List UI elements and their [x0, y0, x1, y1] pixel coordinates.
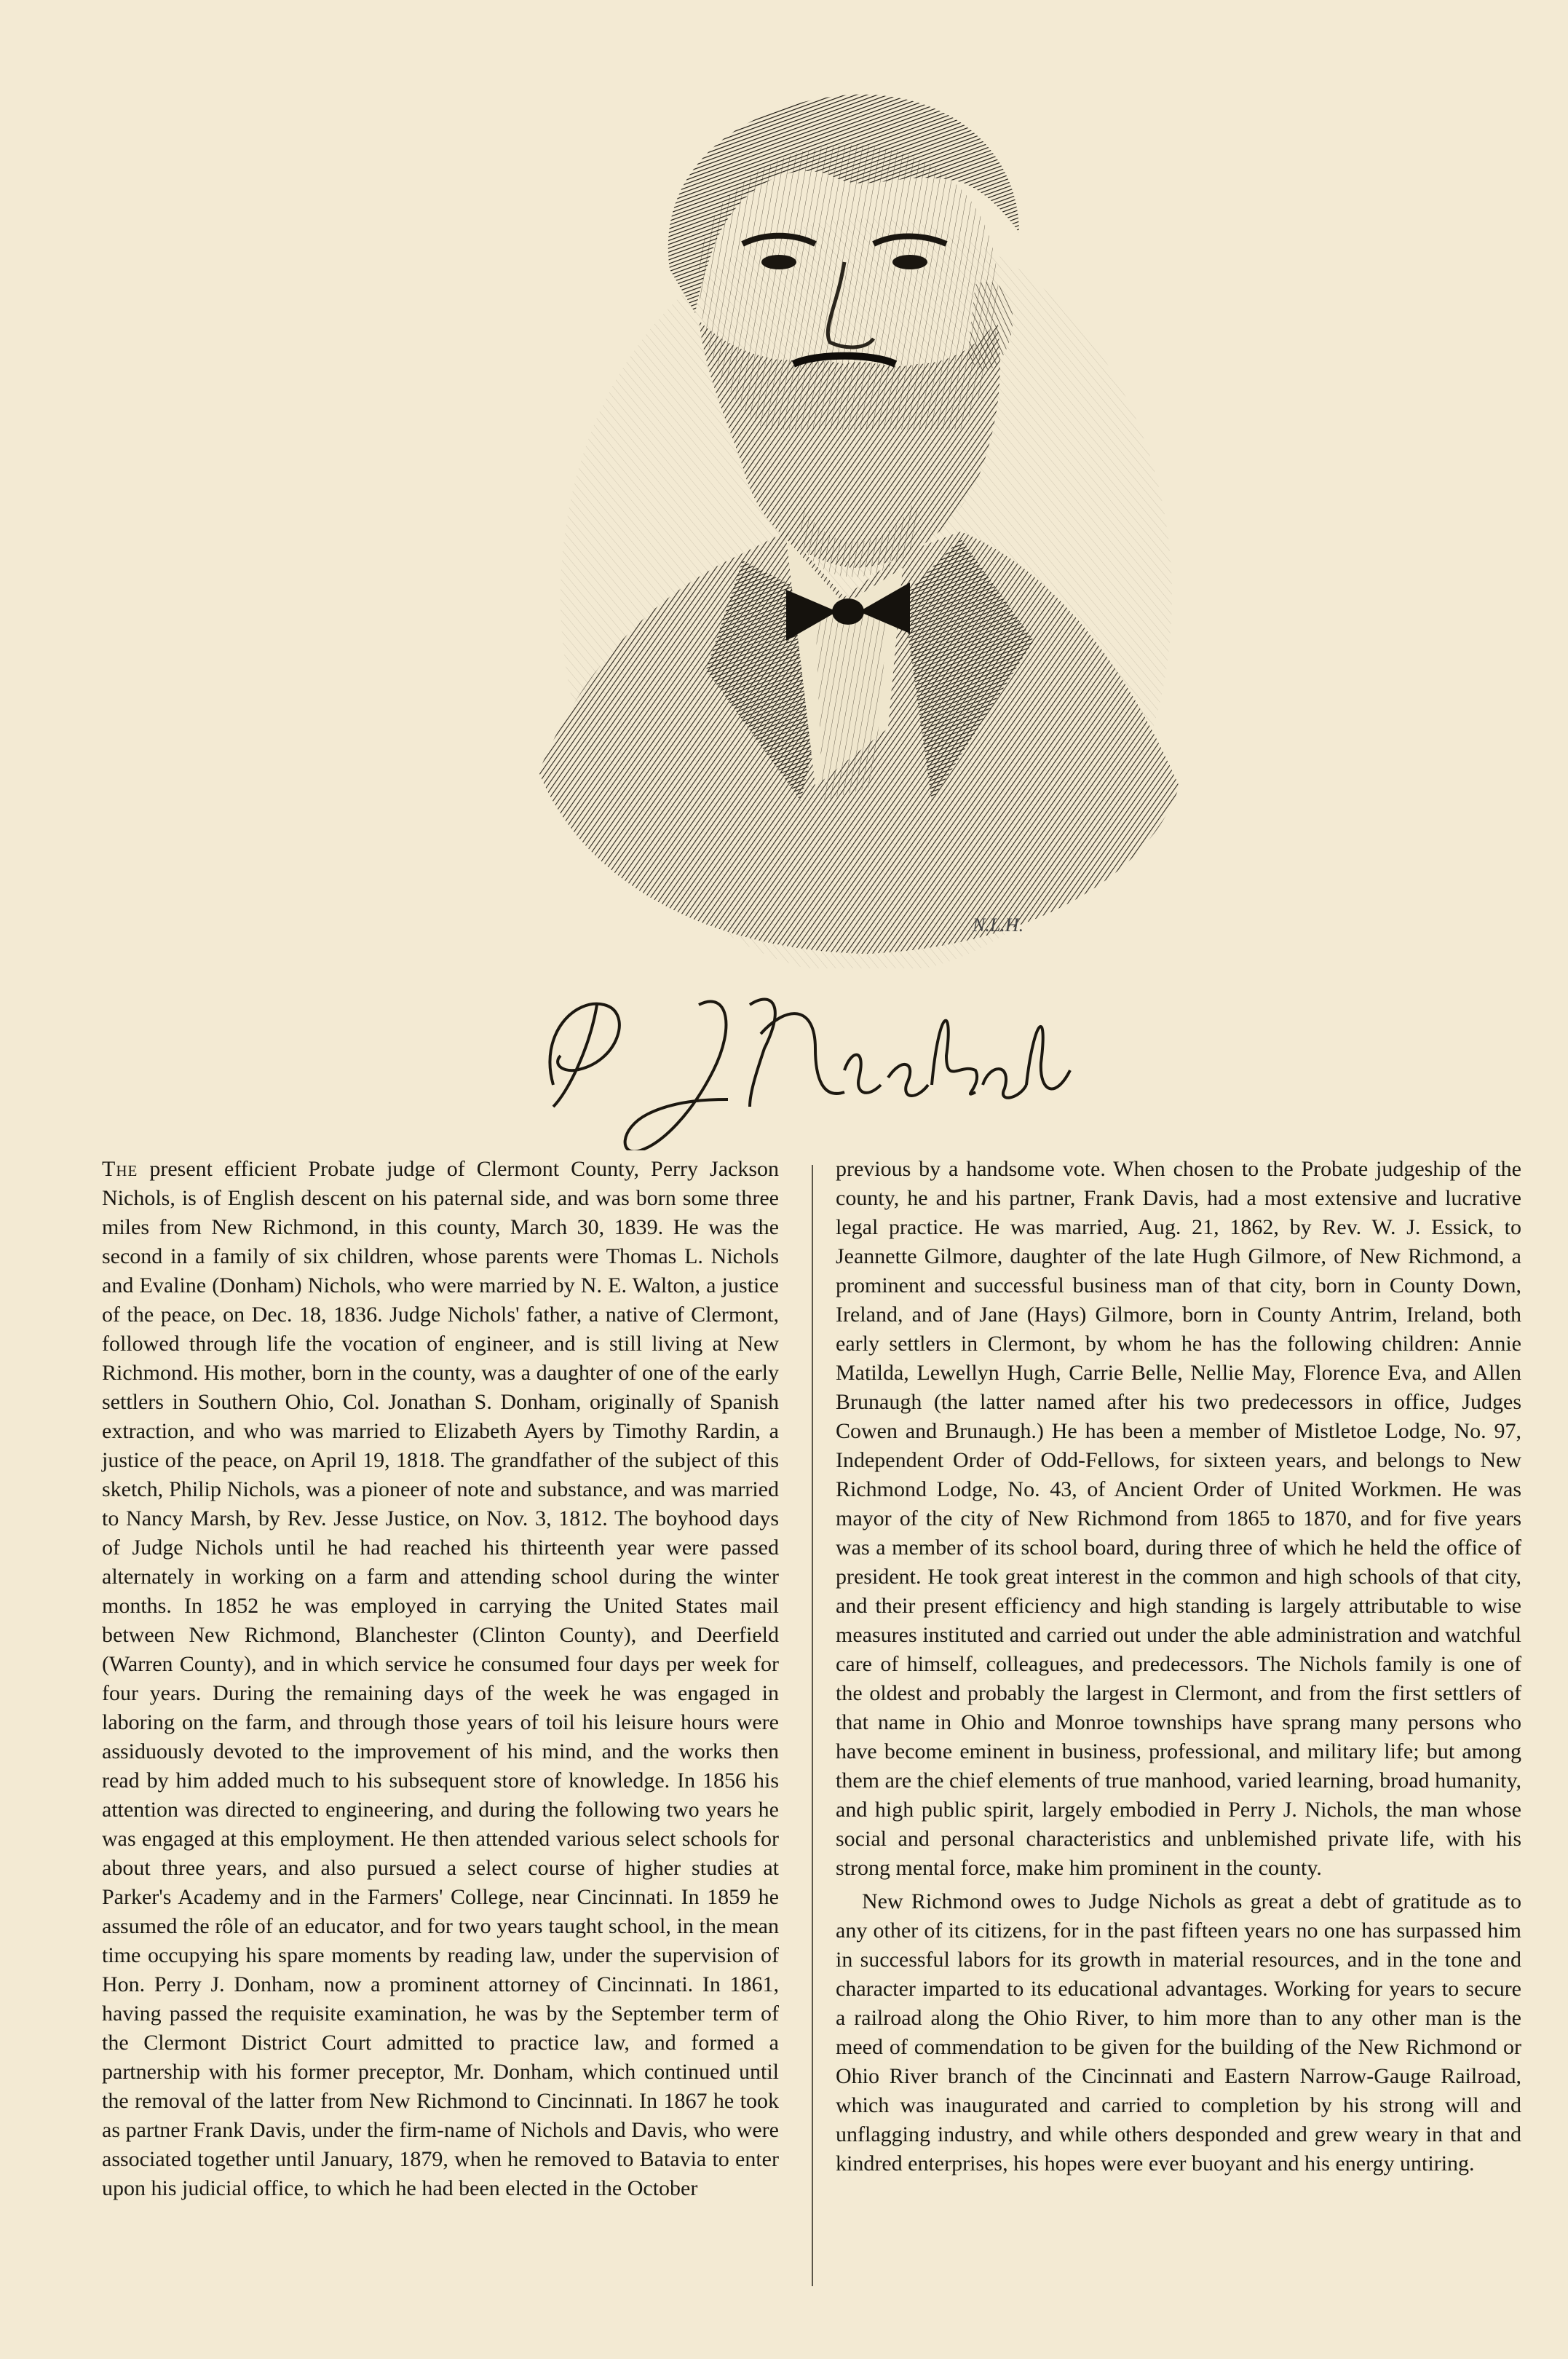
signature-text: P. J. Nichols: [510, 961, 513, 962]
left-column: [102, 1155, 779, 2203]
right-paragraph-2: New Richmond owes to Judge Nichols as great a debt of gratitude as to any other of its citizens, for in the past fifteen years no one has surpassed him in successful labors for its growth in material resources, and in the tone and character imparted to its educational advantages. Working for years to secure a railroad along the Ohio River, to him more than to any other man is the meed of commendation to be given for the building of the New Richmond or Ohio River branch of the Cincinnati and Eastern Narrow-Gauge Railroad, which was inaugurated and carried to completion by his strong will and unflagging industry, and while others desponded and grew weary in that and kindred enterprises, his hopes were ever buoyant and his energy untiring.: [836, 1889, 1521, 2176]
left-paragraph-text: present efficient Probate judge of Clermont County, Perry Jackson Nichols, is of English descent on his paternal side, and was born some three miles from New Richmond, in this county, March 30, 1839. He was the second in a family of six children, whose parents were Thomas L. Nichols and Evaline (Donham) Nichols, who were married by N. E. Walton, a justice of the peace, on Dec. 18, 1836. Judge Nichols' father, a native of Clermont, followed through life the vocation of engineer, and is still living at New Richmond. His mother, born in the county, was a daughter of one of the early settlers in Southern Ohio, Col. Jonathan S. Donham, originally of Spanish extraction, and who was married to Elizabeth Ayers by Timothy Rardin, a justice of the peace, on April 19, 1818. The grandfather of the subject of this sketch, Philip Nichols, was a pioneer of note and substance, and was married to Nancy Marsh, by Rev. Jesse Justice, on Nov. 3, 1812. The boyhood days of Judge Nichols until he had reached his thirteenth year were passed alternately in working on a farm and attending school during the winter months. In 1852 he was employed in carrying the United States mail between New Richmond, Blanchester (Clinton County), and Deerfield (Warren County), and in which service he consumed four days per week for four years. During the remaining days of the week he was engaged in laboring on the farm, and through those years of toil his leisure hours were assiduously devoted to the improvement of his mind, and the works then read by him added much to his subsequent store of knowledge. In 1856 his attention was directed to engineering, and during the following two years he was engaged at this employment. He then attended various select schools for about three years, and also pursued a select course of higher studies at Parker's Academy and in the Farmers' College, near Cincinnati. In 1859 he assumed the rôle of an educator, and for two years taught school, in the mean time occupying his spare moments by reading law, under the supervision of Hon. Perry J. Donham, now a prominent attorney of Cincinnati. In 1861, having passed the requisite examination, he was by the September term of the Clermont District Court admitted to practice law, and formed a partnership with his former preceptor, Mr. Donham, which continued until the removal of the latter from New Richmond to Cincinnati. In 1867 he took as partner Frank Davis, under the firm-name of Nichols and Davis, who were associated together until January, 1879, when he removed to Batavia to enter upon his judicial office, to which he had been elected in the October: [102, 1157, 780, 2200]
lead-word: The: [102, 1157, 138, 1181]
engraver-mark: N.L.H.: [973, 914, 1024, 936]
portrait-engraving: [524, 87, 1194, 968]
right-paragraph-1: previous by a handsome vote. When chosen to the Probate judgeship of the county, he and his partner, Frank Davis, had a most extensive and lucrative legal practice. He was married, Aug. 21, 1862, by Rev. W. J. Essick, to Jeannette Gilmore, daughter of the late Hugh Gilmore, of New Richmond, a prominent and successful business man of that city, born in County Down, Ireland, and of Jane (Hays) Gilmore, born in County Antrim, Ireland, both early settlers in Clermont, by whom he has the following children: Annie Matilda, Lewellyn Hugh, Carrie Belle, Nellie May, Florence Eva, and Allen Brunaugh (the latter named after his two predecessors in office, Judges Cowen and Brunaugh.) He has been a member of Mistletoe Lodge, No. 97, Independent Order of Odd-Fellows, for sixteen years, and belongs to New Richmond Lodge, No. 43, of Ancient Order of United Workmen. He was mayor of the city of New Richmond from 1865 to 1870, and for five years was a member of its school board, during three of which he held the office of president. He took great interest in the common and high schools of that city, and their present efficiency and high standing is largely attributable to wise measures instituted and carried out under the able administration and watchful care of himself, colleagues, and predecessors. The Nichols family is one of the oldest and probably the largest in Clermont, and from the first settlers of that name in Ohio and Monroe townships have sprang many persons who have become eminent in business, professional, and military life; but among them are the chief elements of true manhood, varied learning, broad humanity, and high public spirit, largely embodied in Perry J. Nichols, the man whose social and personal characteristics and unblemished private life, with his strong mental force, make him prominent in the county.: [836, 1157, 1521, 1880]
signature: [510, 961, 1092, 1150]
left-paragraph: [102, 1155, 779, 2203]
right-column: [836, 1155, 1521, 2178]
column-divider: [812, 1165, 813, 2286]
